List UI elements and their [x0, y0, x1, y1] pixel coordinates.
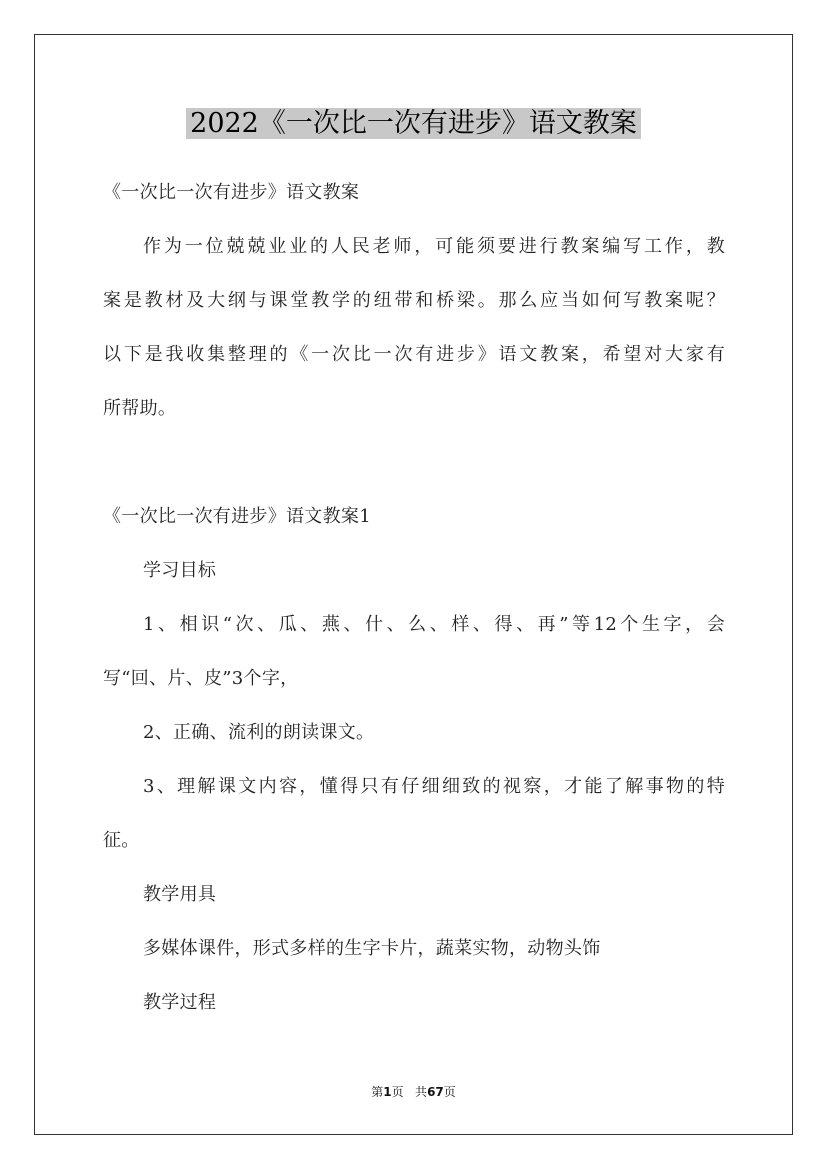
subheading-learning-goals: 学习目标 — [143, 560, 217, 581]
page-label-prefix: 第 — [371, 1085, 384, 1099]
list-item: 3、理解课文内容，懂得只有仔细细致的视察，才能了解事物的特 — [143, 776, 725, 797]
subheading-teaching-tools: 教学用具 — [143, 884, 217, 905]
paragraph-line: 所帮助。 — [103, 398, 177, 419]
paragraph-line: 多媒体课件，形式多样的生字卡片，蔬菜实物，动物头饰 — [143, 938, 601, 959]
subtitle-line: 《一次比一次有进步》语文教案 — [103, 182, 360, 203]
page-number: 1 — [383, 1085, 392, 1099]
document-title-wrap — [0, 102, 827, 146]
list-item: 2、正确、流利的朗读课文。 — [143, 722, 375, 743]
total-label-prefix: 共 — [415, 1085, 428, 1099]
paragraph-line: 案是教材及大纲与课堂教学的纽带和桥梁。那么应当如何写教案呢？ — [103, 290, 725, 311]
total-label-suffix: 页 — [443, 1085, 456, 1099]
subheading-teaching-process: 教学过程 — [143, 992, 217, 1013]
paragraph-line: 以下是我收集整理的《一次比一次有进步》语文教案，希望对大家有 — [103, 344, 725, 365]
section-heading: 《一次比一次有进步》语文教案1 — [103, 506, 371, 527]
total-pages: 67 — [427, 1085, 444, 1099]
list-item-continuation: 写“回、片、皮”3个字， — [103, 668, 299, 689]
page-footer — [0, 1083, 827, 1100]
page-label-suffix: 页 — [391, 1085, 404, 1099]
list-item: 1、相识“次、瓜、燕、什、么、样、得、再”等12个生字，会 — [143, 614, 725, 635]
paragraph-line: 作为一位兢兢业业的人民老师，可能须要进行教案编写工作，教 — [143, 236, 725, 257]
document-title: 2022《一次比一次有进步》语文教案 — [186, 108, 641, 139]
list-item-continuation: 征。 — [103, 830, 140, 851]
